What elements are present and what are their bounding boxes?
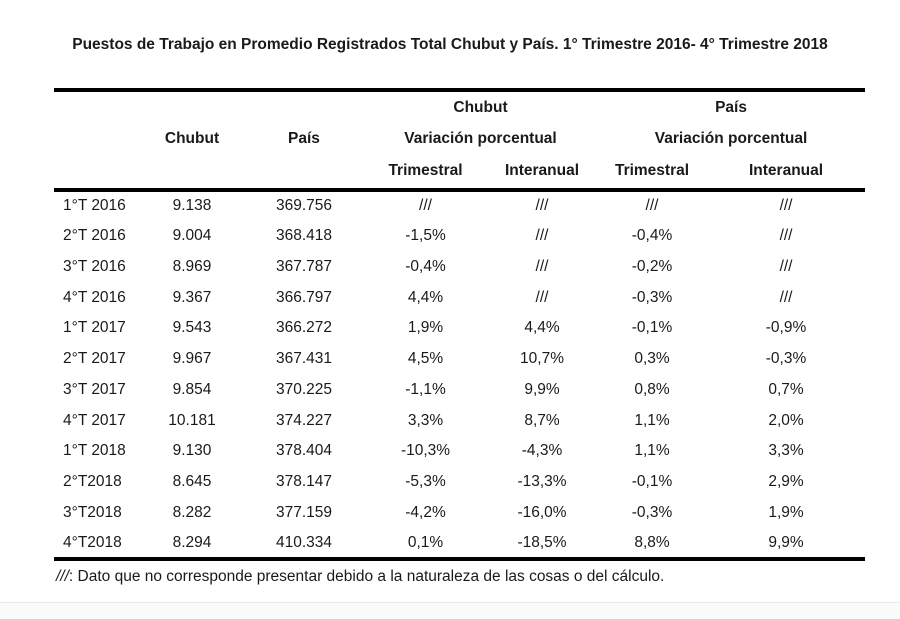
cell-pais-trimestral: 0,8% — [634, 380, 670, 398]
cell-pais-total: 378.147 — [275, 473, 333, 491]
cell-pais-trimestral: 1,1% — [634, 442, 670, 460]
cell-chubut-trimestral: 1,9% — [407, 319, 444, 337]
cell-chubut-interanual: 10,7% — [520, 350, 564, 368]
cell-chubut-total: 9.004 — [172, 227, 212, 245]
cell-chubut-trimestral: -1,1% — [405, 380, 446, 398]
subgroup-header-chubut-variacion: Variación porcentual — [404, 130, 557, 147]
cell-pais-interanual: 3,3% — [768, 442, 804, 460]
cell-chubut-interanual: /// — [535, 197, 549, 215]
table-row — [54, 282, 865, 313]
cell-chubut-interanual: -16,0% — [517, 503, 567, 521]
cell-chubut-interanual: /// — [535, 288, 549, 306]
column-header-row — [54, 154, 865, 190]
table-row — [54, 190, 865, 221]
cell-chubut-trimestral: -1,5% — [405, 227, 446, 245]
cell-pais-trimestral: -0,2% — [631, 257, 673, 275]
cell-period: 2°T 2017 — [63, 350, 126, 368]
cell-pais-interanual: 1,9% — [768, 503, 804, 521]
cell-pais-trimestral: -0,1% — [631, 473, 673, 491]
cell-chubut-total: 9.854 — [172, 380, 212, 398]
table-row — [54, 252, 865, 283]
table-body — [54, 190, 865, 559]
page-title: Puestos de Trabajo en Promedio Registrados Total Chubut y País. 1° Trimestre 2016- 4° Trimestre 2018 — [72, 36, 828, 53]
cell-chubut-total: 9.967 — [172, 350, 212, 368]
cell-chubut-total: 9.130 — [172, 442, 212, 460]
cell-chubut-interanual: -13,3% — [517, 473, 567, 491]
cell-period: 4°T 2016 — [63, 288, 126, 306]
cell-pais-total: 366.797 — [275, 288, 333, 306]
cell-chubut-interanual: 8,7% — [524, 411, 560, 429]
cell-period: 3°T 2017 — [63, 380, 126, 398]
cell-pais-total: 366.272 — [275, 319, 333, 337]
cell-chubut-trimestral: /// — [419, 197, 432, 215]
cell-pais-total: 370.225 — [275, 380, 333, 398]
cell-chubut-total: 8.969 — [172, 257, 212, 275]
cell-period: 4°T 2017 — [63, 411, 126, 429]
column-header-chubut-total: Chubut — [164, 130, 220, 147]
subgroup-header-row — [54, 124, 865, 154]
cell-pais-total: 369.756 — [275, 197, 333, 215]
cell-pais-trimestral: -0,3% — [631, 503, 673, 521]
cell-pais-interanual: -0,3% — [765, 350, 807, 368]
cell-chubut-trimestral: -10,3% — [400, 442, 451, 460]
cell-chubut-interanual: /// — [535, 227, 549, 245]
cell-chubut-interanual: -4,3% — [521, 442, 563, 460]
subgroup-header-pais-variacion: Variación porcentual — [654, 130, 808, 147]
cell-period: 3°T2018 — [63, 503, 122, 521]
cell-pais-interanual: 2,0% — [768, 411, 804, 429]
cell-pais-trimestral: /// — [645, 197, 659, 215]
cell-period: 4°T2018 — [63, 533, 122, 551]
footnote-text: : Dato que no corresponde presentar debido a la naturaleza de las cosas o del cálculo. — [68, 568, 665, 585]
cell-chubut-trimestral: 3,3% — [407, 411, 444, 429]
cell-pais-interanual: /// — [779, 197, 793, 215]
cell-chubut-trimestral: 4,4% — [407, 288, 444, 306]
table-row — [54, 405, 865, 436]
table-row — [54, 313, 865, 344]
cell-pais-interanual: 2,9% — [768, 473, 804, 491]
cell-pais-interanual: /// — [779, 288, 793, 306]
table-row — [54, 528, 865, 559]
column-header-pais-trimestral: Trimestral — [614, 162, 690, 179]
footnote-symbol: /// — [56, 568, 69, 585]
cell-pais-total: 367.431 — [275, 350, 333, 368]
cell-pais-interanual: -0,9% — [765, 319, 807, 337]
cell-chubut-trimestral: 4,5% — [407, 350, 444, 368]
cell-pais-total: 374.227 — [275, 411, 333, 429]
cell-chubut-total: 8.294 — [172, 533, 212, 551]
cell-chubut-total: 10.181 — [168, 411, 216, 429]
bottom-page-edge — [0, 602, 900, 619]
empty-header-cell — [54, 124, 140, 154]
cell-chubut-trimestral: 0,1% — [407, 533, 444, 551]
cell-pais-total: 378.404 — [275, 442, 333, 460]
group-header-row — [54, 90, 865, 124]
cell-chubut-total: 8.645 — [172, 473, 212, 491]
empty-header-cell — [54, 154, 140, 190]
cell-period: 1°T 2017 — [63, 319, 126, 337]
table-row — [54, 436, 865, 467]
cell-chubut-interanual: -18,5% — [517, 533, 567, 551]
cell-pais-interanual: 0,7% — [768, 380, 804, 398]
cell-period: 2°T2018 — [63, 473, 122, 491]
cell-pais-trimestral: -0,3% — [631, 288, 673, 306]
cell-chubut-trimestral: -0,4% — [405, 257, 446, 275]
cell-period: 1°T 2016 — [63, 197, 126, 215]
cell-pais-trimestral: 8,8% — [634, 533, 670, 551]
cell-pais-interanual: 9,9% — [768, 533, 804, 551]
group-header-pais: País — [715, 99, 747, 116]
empty-header-cell — [244, 154, 364, 190]
cell-chubut-trimestral: -5,3% — [405, 473, 446, 491]
cell-period: 1°T 2018 — [63, 442, 126, 460]
column-header-pais-interanual: Interanual — [748, 162, 824, 179]
cell-pais-total: 367.787 — [275, 257, 333, 275]
empty-header-cell — [54, 90, 140, 124]
cell-period: 3°T 2016 — [63, 257, 126, 275]
column-header-chubut-interanual: Interanual — [504, 162, 580, 179]
footnote — [56, 568, 664, 586]
cell-chubut-interanual: /// — [535, 257, 549, 275]
empty-header-cell — [244, 90, 364, 124]
cell-pais-trimestral: 1,1% — [634, 411, 670, 429]
cell-chubut-trimestral: -4,2% — [405, 503, 446, 521]
cell-chubut-interanual: 9,9% — [524, 380, 560, 398]
empty-header-cell — [140, 90, 244, 124]
cell-pais-interanual: /// — [779, 257, 793, 275]
table-row — [54, 221, 865, 252]
table-row — [54, 467, 865, 498]
cell-chubut-total: 9.138 — [172, 197, 212, 215]
cell-pais-total: 377.159 — [275, 503, 333, 521]
cell-chubut-total: 9.543 — [172, 319, 212, 337]
table-row — [54, 344, 865, 375]
cell-pais-trimestral: -0,4% — [631, 227, 673, 245]
table-header — [54, 90, 865, 190]
data-table — [54, 88, 865, 561]
cell-pais-interanual: /// — [779, 227, 793, 245]
cell-chubut-total: 9.367 — [172, 288, 212, 306]
cell-pais-trimestral: 0,3% — [634, 350, 670, 368]
empty-header-cell — [140, 154, 244, 190]
table-row — [54, 375, 865, 406]
column-header-pais-total: País — [288, 130, 320, 147]
cell-chubut-total: 8.282 — [172, 503, 212, 521]
cell-chubut-interanual: 4,4% — [524, 319, 560, 337]
group-header-chubut: Chubut — [453, 99, 508, 116]
table-row — [54, 498, 865, 529]
cell-pais-total: 410.334 — [275, 533, 333, 551]
cell-pais-total: 368.418 — [275, 227, 333, 245]
column-header-chubut-trimestral: Trimestral — [388, 162, 463, 179]
cell-period: 2°T 2016 — [63, 227, 126, 245]
cell-pais-trimestral: -0,1% — [631, 319, 673, 337]
